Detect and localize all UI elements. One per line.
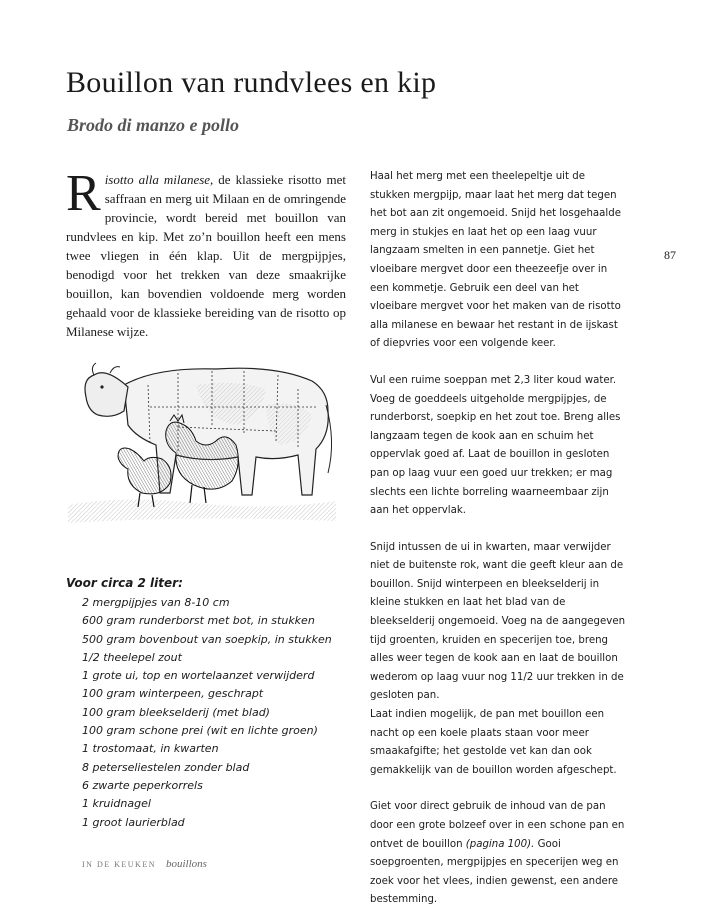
page-number: 87	[664, 248, 676, 262]
intro-text: de klassieke risotto met saffraan en merg uit Milaan en de omringende provincie, wordt bereid met bouillon van rundvlees en kip. Met zo’n bouillon heeft een mens twee vliegen in één klap. Uit de mergpijpjes, benodigd voor het trekken van deze smaakrijke bouillon, kan bovendien voldoende merg worden gehaald voor de klassieke bereiding van de risotto op Milanese wijze.	[66, 172, 346, 339]
ingredient-item: 1 kruidnagel	[82, 797, 151, 811]
method-paragraph-2: Vul een ruime soeppan met 2,3 liter koud water. Voeg de goeddeels uitgeholde mergpijpjes, de runderborst, soepkip en het zout toe. Breng alles langzaam tegen de kook aan en schuim het oppervlak goed af. Laat de bouillon in gesloten pan op laag vuur een goed uur trekken; er mag slechts een lichte borreling waarneembaar zijn aan het oppervlak.	[370, 374, 621, 517]
ingredient-item: 1 grote ui, top en wortelaanzet verwijderd	[82, 669, 315, 683]
drop-cap: R	[66, 165, 101, 222]
ingredients-heading: Voor circa 2 liter:	[66, 576, 183, 590]
footer-chapter: bouillons	[166, 858, 207, 870]
method-paragraph-1: Haal het merg met een theelepeltje uit de stukken mergpijp, maar laat het merg dat tegen het bot aan zit ongemoeid. Snijd het losgehaalde merg in stukjes en laat het op een laag vuur langzaam smelten in een pannetje. Giet het vloeibare mergvet door een theezeefje over in een kommetje. Gebruik een deel van het vloeibare mergvet voor het maken van de risotto alla milanese en bewaar het restant in de ijskast of diepvries voor een volgende keer.	[370, 171, 621, 350]
method-paragraph-5	[370, 798, 628, 910]
method-column	[370, 168, 628, 910]
page-subtitle: Brodo di manzo e pollo	[67, 115, 240, 135]
method-paragraph-5-text-a: Giet voor direct gebruik de inhoud van de pan door een grote bolzeef over in een schone pan en ontvet de bouillon	[370, 801, 625, 850]
ingredient-item: 1 trostomaat, in kwarten	[82, 742, 219, 756]
page-title: Bouillon van rundvlees en kip	[66, 66, 437, 99]
method-paragraph-4: Laat indien mogelijk, de pan met bouillon een nacht op een koele plaats staan voor meer smaakafgifte; het gestolde vet kan dan ook gemakkelijk van de bouillon worden afgeschept.	[370, 709, 617, 776]
ingredient-item: 100 gram winterpeen, geschrapt	[82, 687, 264, 701]
ingredient-item: 1/2 theelepel zout	[82, 650, 182, 664]
cow-head	[85, 373, 128, 417]
ingredient-list	[82, 594, 352, 832]
intro-italic-lead: isotto alla milanese,	[104, 172, 214, 187]
ingredient-item: 8 peterseliestelen zonder blad	[82, 760, 250, 774]
ingredient-item: 600 gram runderborst met bot, in stukken	[82, 614, 315, 628]
intro-paragraph	[66, 165, 346, 341]
method-paragraph-3: Snijd intussen de ui in kwarten, maar verwijder niet de buitenste rok, want die geeft kleur aan de bouillon. Snijd winterpeen en bleekselderij in kleine stukken en laat het blad van de bleekselderij ongemoeid. Voeg na de aangegeven tijd groenten, kruiden en specerijen toe, breng alles weer tegen de kook aan en laat de bouillon wederom op laag vuur nog 11/2 uur trekken in de gesloten pan.	[370, 541, 626, 702]
cow-and-chickens-illustration	[66, 345, 338, 527]
method-paragraph-5-text-b: Gooi soepgroenten, mergpijpjes en specerijen weg en zoek voor het vlees, indien gewenst, een andere bestemming.	[370, 838, 619, 906]
ingredient-item: 100 gram bleekselderij (met blad)	[82, 705, 270, 719]
footer-section: IN DE KEUKEN	[82, 860, 156, 869]
page-reference-link: (pagina 100).	[465, 838, 535, 850]
ingredient-item: 6 zwarte peperkorrels	[82, 778, 203, 792]
ingredient-item: 1 groot laurierblad	[82, 815, 185, 829]
running-footer	[82, 854, 207, 872]
ingredient-item: 2 mergpijpjes van 8-10 cm	[82, 596, 230, 609]
ingredient-item: 100 gram schone prei (wit en lichte groen)	[82, 724, 318, 738]
ingredient-item: 500 gram bovenbout van soepkip, in stukken	[82, 632, 332, 646]
